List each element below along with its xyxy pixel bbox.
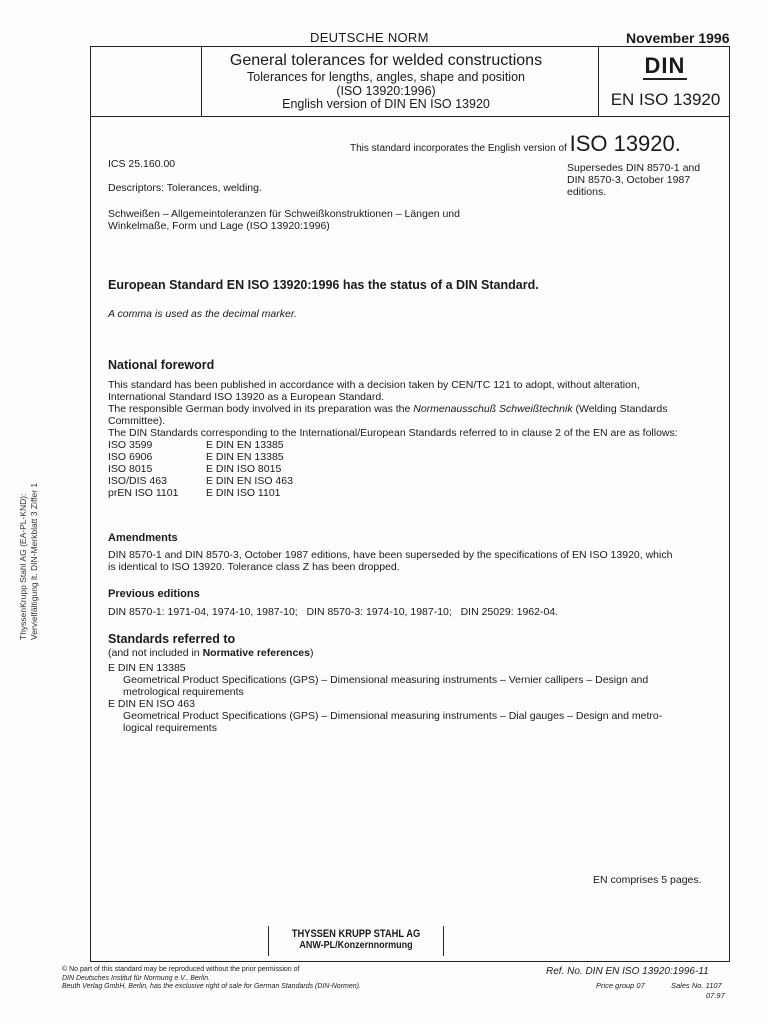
reference-row: [108, 487, 293, 499]
side-note-text: [18, 483, 40, 640]
german-title-line-2: Winkelmaße, Form und Lage (ISO 13920:1996): [108, 220, 330, 232]
reference-number: Ref. No. DIN EN ISO 13920:1996-11: [546, 966, 709, 977]
standard-desc-line-1: Geometrical Product Specifications (GPS) – Dimensional measuring instruments – Dial gauges – Design and metro-: [123, 710, 663, 722]
reference-din: E DIN EN 13385: [206, 451, 284, 463]
subtitle-line-2: (ISO 13920:1996): [336, 83, 436, 98]
incorporation-iso: ISO 13920.: [569, 131, 681, 156]
din-logo: [639, 55, 691, 80]
foreword-p2-line-1: [108, 403, 714, 415]
amendments-line-2: is identical to ISO 13920. Tolerance class Z has been dropped.: [108, 561, 400, 573]
side-note-line-1: ThyssenKrupp Stahl AG (EA-PL-KND):: [18, 493, 28, 640]
amendments-heading: Amendments: [108, 532, 178, 544]
company-stamp: [268, 926, 444, 956]
supersedes-note: [567, 162, 700, 198]
norm-label: DEUTSCHE NORM: [310, 30, 429, 45]
reference-row: [108, 463, 293, 475]
subtitle-line-1: Tolerances for lengths, angles, shape and position: [247, 70, 525, 84]
reference-intl: ISO 6906: [108, 451, 153, 463]
descriptors: Descriptors: Tolerances, welding.: [108, 182, 262, 194]
reference-intl: ISO/DIS 463: [108, 475, 167, 487]
reference-row: [108, 475, 293, 487]
reference-row: [108, 451, 293, 463]
foreword-p1-line-1: This standard has been published in accordance with a decision taken by CEN/TC 121 to adopt, without alteration,: [108, 379, 640, 391]
standard-code: E DIN EN ISO 463: [108, 698, 195, 710]
subtitle-line-3: English version of DIN EN ISO 13920: [282, 97, 490, 111]
national-foreword-heading: National foreword: [108, 358, 215, 372]
standard-item: [108, 698, 714, 734]
foreword-p2-text-c: (Welding Standards: [572, 403, 668, 415]
title-block: [90, 46, 730, 116]
note-normative-references: Normative references: [202, 647, 310, 659]
standard-item: [108, 662, 714, 698]
reference-table: [108, 439, 293, 499]
copyright-line-2: DIN Deutsches Institut für Normung e.V., Berlin.: [62, 974, 211, 982]
reference-din: E DIN EN 13385: [206, 439, 284, 451]
national-foreword-body: [108, 379, 714, 499]
status-statement: European Standard EN ISO 13920:1996 has the status of a DIN Standard.: [108, 278, 539, 292]
foreword-p1-line-2: International Standard ISO 13920 as a European Standard.: [108, 391, 385, 403]
incorporation-statement: [350, 131, 681, 157]
foreword-p2-text-a: The responsible German body involved in its preparation was the: [108, 403, 414, 415]
pages-note: EN comprises 5 pages.: [593, 874, 702, 886]
standards-referred-list: [108, 662, 714, 734]
copyright-notice: [62, 966, 361, 992]
ics-code: ICS 25.160.00: [108, 158, 176, 170]
supersedes-line-1: Supersedes DIN 8570-1 and: [567, 162, 701, 174]
standards-referred-note: [108, 647, 313, 659]
document-subtitle: [201, 71, 571, 112]
amendments-body: [108, 549, 714, 573]
previous-editions-heading: Previous editions: [108, 588, 200, 600]
side-note-line-2: Vervielfältigung lt. DIN-Merkblatt 3 Ziffer 1: [29, 482, 39, 640]
copyright-line-3: Beuth Verlag GmbH, Berlin, has the exclusive right of sale for German Standards (DIN-Normen).: [62, 983, 361, 990]
standard-desc-line-2: logical requirements: [123, 722, 217, 734]
title-divider-right: [598, 47, 599, 117]
reference-intl: ISO 3599: [108, 439, 153, 451]
note-text-a: (and not included in: [108, 647, 203, 659]
standard-code: E DIN EN 13385: [108, 662, 186, 674]
reference-din: E DIN EN ISO 463: [206, 475, 293, 487]
foreword-p3: The DIN Standards corresponding to the International/European Standards referred to in clause 2 of the EN are as follows:: [108, 427, 678, 439]
amendments-line-1: DIN 8570-1 and DIN 8570-3, October 1987 editions, have been superseded by the specifications of EN ISO 13920, which: [108, 549, 673, 561]
publication-date: November 1996: [626, 30, 730, 46]
copyright-line-1: © No part of this standard may be reproduced without the prior permission of: [62, 966, 300, 973]
price-group: Price group 07: [596, 981, 645, 990]
foreword-p2-line-2: Committee).: [108, 415, 166, 427]
note-text-c: ): [309, 647, 314, 659]
supersedes-line-3: editions.: [567, 186, 607, 198]
document-frame: [90, 116, 730, 962]
standards-referred-heading: Standards referred to: [108, 632, 236, 646]
standard-desc-line-1: Geometrical Product Specifications (GPS) – Dimensional measuring instruments – Vernier callipers – Design and: [123, 674, 649, 686]
decimal-note: A comma is used as the decimal marker.: [108, 308, 297, 320]
stamp-department: ANW-PL/Konzernnormung: [299, 940, 413, 951]
incorporation-text: This standard incorporates the English version of: [350, 143, 567, 154]
sales-number: Sales No. 1107: [671, 981, 722, 990]
reference-din: E DIN ISO 8015: [206, 463, 282, 475]
document-code: 07.97: [706, 991, 725, 1000]
side-note: [18, 440, 58, 640]
reference-intl: ISO 8015: [108, 463, 153, 475]
supersedes-line-2: DIN 8570-3, October 1987: [567, 174, 691, 186]
german-title-line-1: Schweißen – Allgemeintoleranzen für Schweißkonstruktionen – Längen und: [108, 208, 460, 220]
foreword-p2-committee: Normenausschuß Schweißtechnik: [413, 403, 573, 415]
stamp-company: THYSSEN KRUPP STAHL AG: [291, 928, 421, 940]
reference-din: E DIN ISO 1101: [206, 487, 281, 499]
document-title: General tolerances for welded constructions: [229, 52, 543, 69]
reference-row: [108, 439, 293, 451]
previous-editions-text: DIN 8570-1: 1971-04, 1974-10, 1987-10; DIN 8570-3: 1974-10, 1987-10; DIN 25029: 1962-04.: [108, 606, 559, 618]
standard-desc-line-2: metrological requirements: [123, 686, 244, 698]
reference-intl: prEN ISO 1101: [108, 487, 179, 499]
german-title: [108, 208, 460, 232]
standard-number: EN ISO 13920: [610, 90, 721, 109]
din-logo-text: DIN: [644, 53, 686, 78]
din-logo-underline: [643, 78, 687, 80]
